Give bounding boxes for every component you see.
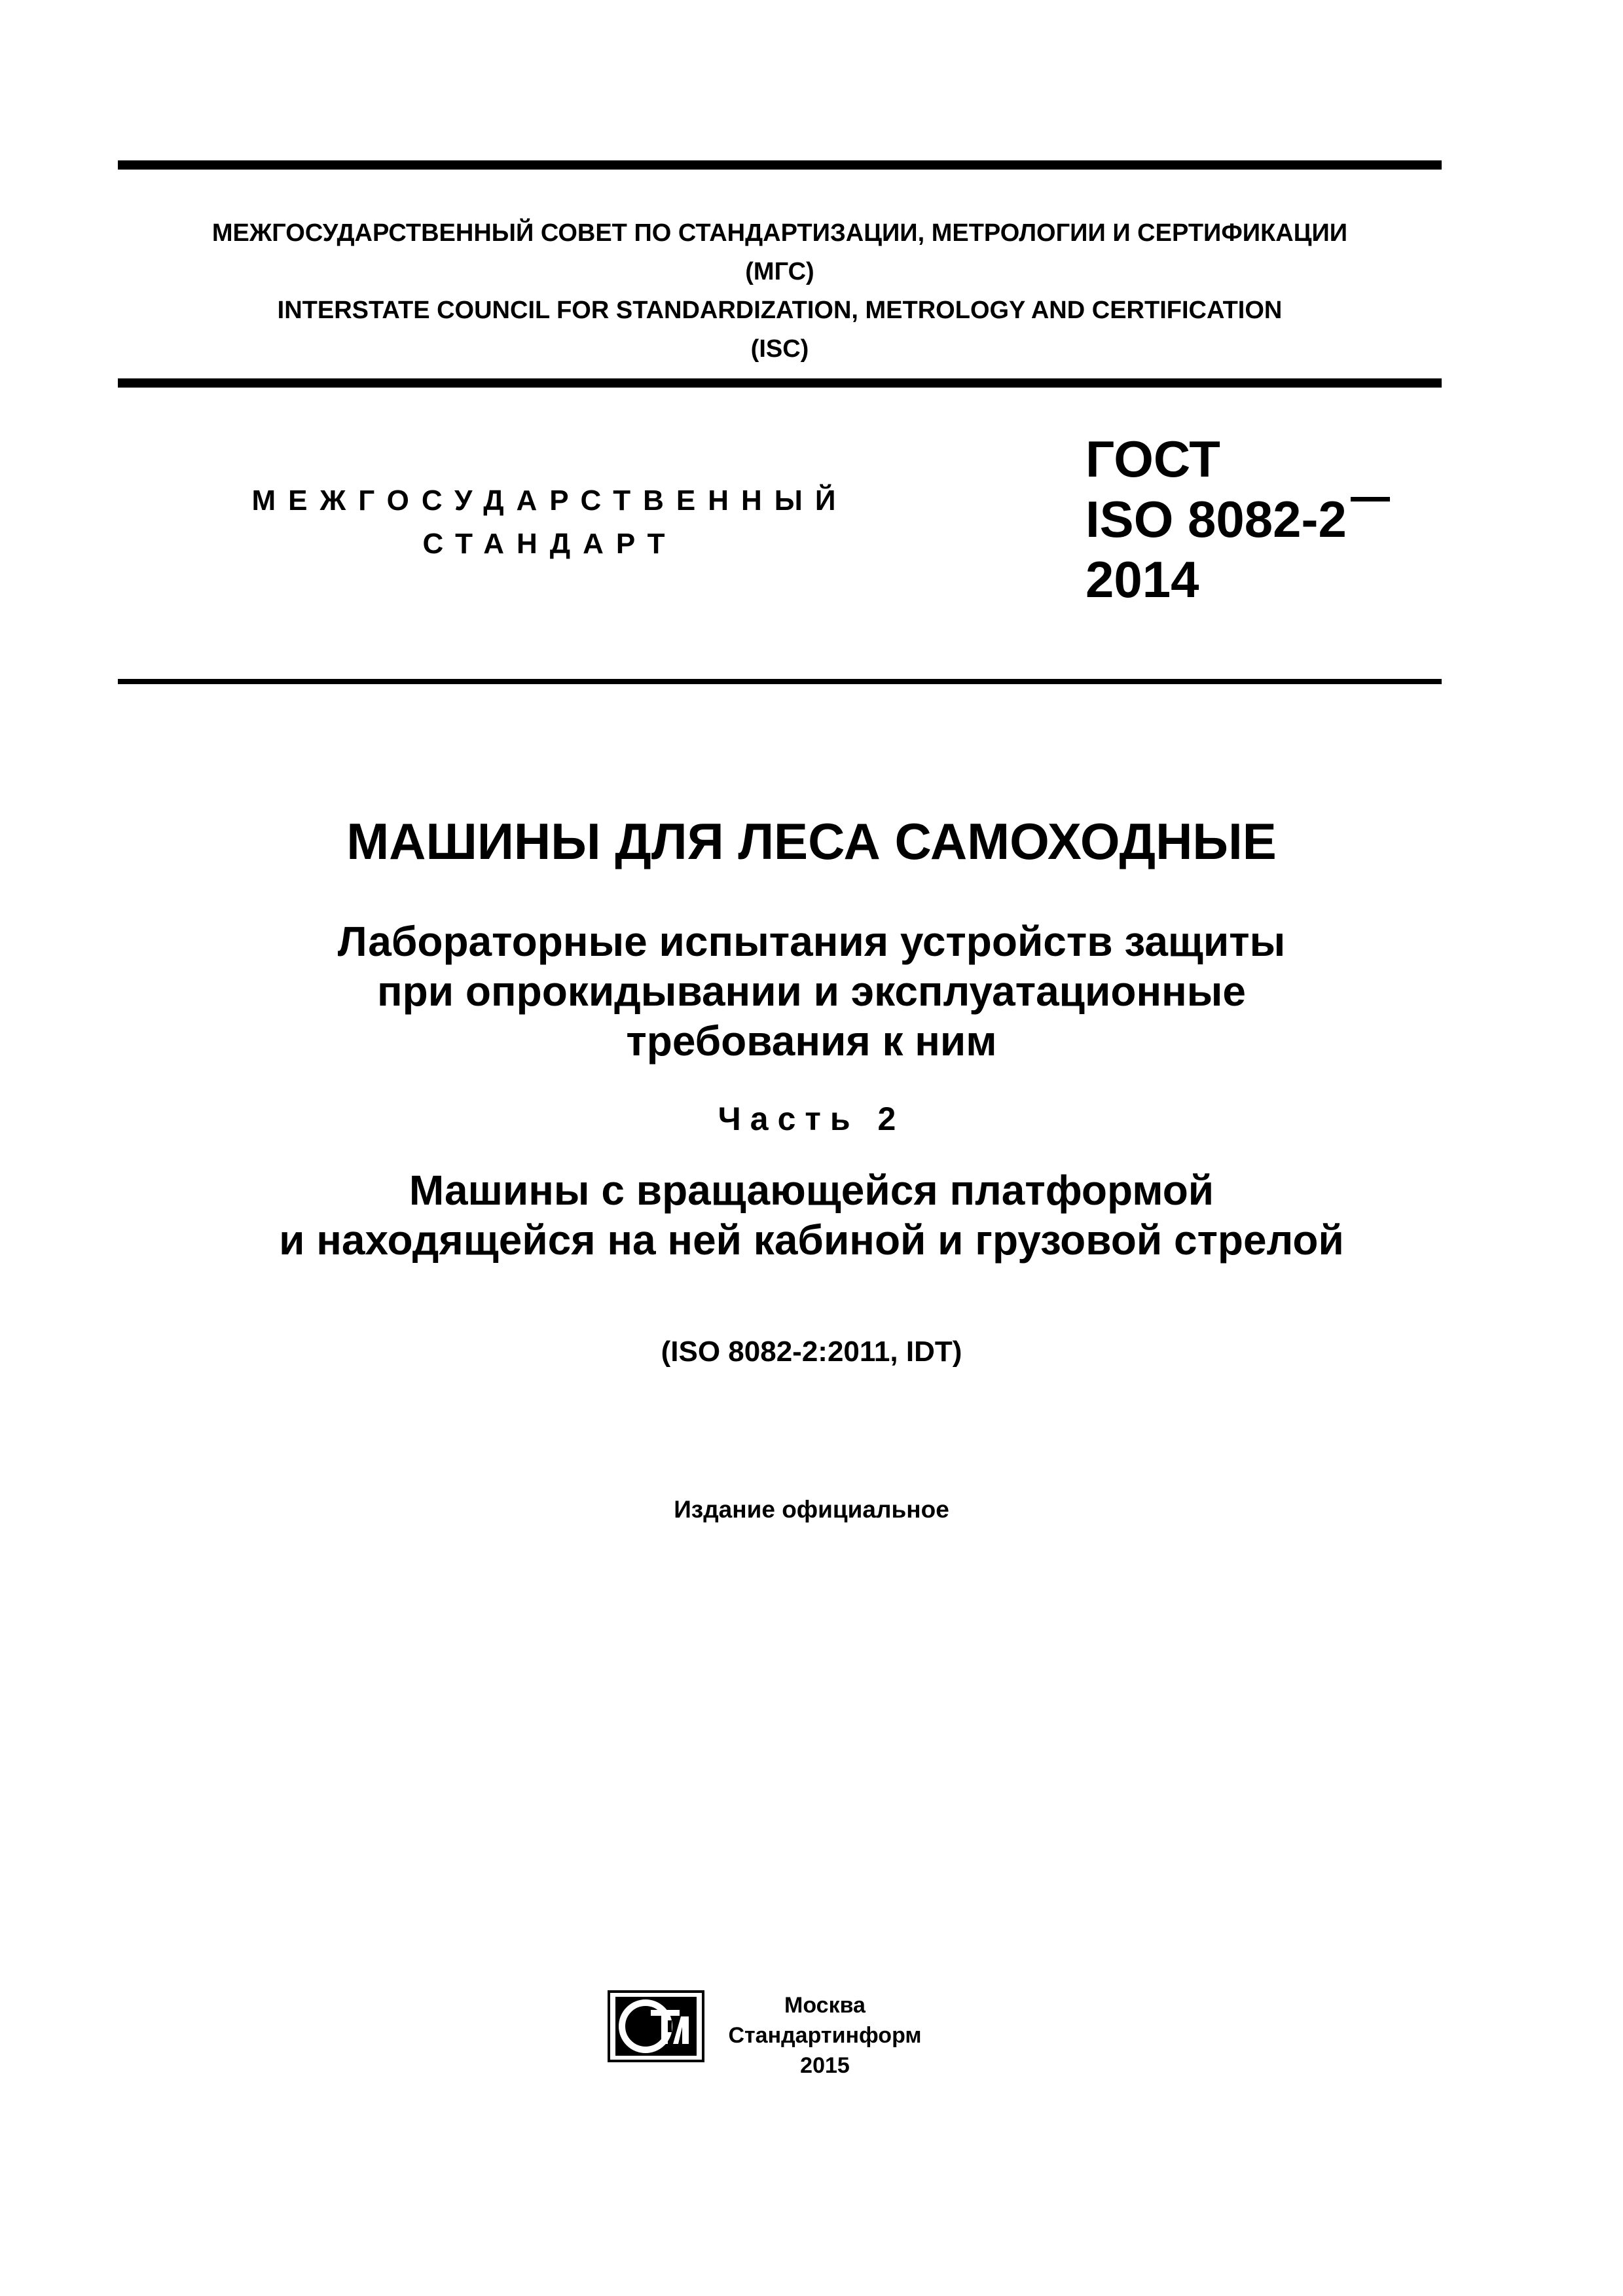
- standard-type-line1: МЕЖГОСУДАРСТВЕННЫЙ: [251, 484, 848, 517]
- standard-type-line2: СТАНДАРТ: [422, 528, 678, 560]
- standard-designation: [1085, 429, 1390, 610]
- subtitle-line2: при опрокидывании и эксплуатационные: [376, 968, 1247, 1015]
- designation-number-row: [1085, 489, 1390, 549]
- middle-rule: [118, 378, 1442, 388]
- designation-number: ISO 8082-2: [1085, 490, 1347, 548]
- subtitle-line1: Лабораторные испытания устройств защиты: [337, 918, 1286, 965]
- designation-year: 2014: [1085, 551, 1199, 608]
- part-title-line1: Машины с вращающейся платформой: [409, 1167, 1214, 1214]
- publisher-name: Стандартинформ: [728, 2023, 922, 2048]
- document-subtitle: [0, 917, 1623, 1066]
- edition-note: Издание официальное: [674, 1496, 949, 1523]
- council-abbr-ru: (МГС): [745, 258, 814, 285]
- standartinform-logo-icon: [608, 1990, 704, 2062]
- part-title: [0, 1165, 1623, 1265]
- top-rule: [118, 160, 1442, 170]
- council-abbr-en: (ISC): [750, 335, 809, 363]
- council-name-ru: МЕЖГОСУДАРСТВЕННЫЙ СОВЕТ ПО СТАНДАРТИЗАЦИИ, МЕТРОЛОГИИ И СЕРТИФИКАЦИИ: [211, 219, 1348, 247]
- subtitle-line3: требования к ним: [626, 1017, 997, 1065]
- designation-dash: [1351, 497, 1390, 501]
- lower-rule: [118, 679, 1442, 684]
- part-title-line2: и находящейся на ней кабиной и грузовой стрелой: [279, 1216, 1344, 1264]
- publisher-city: Москва: [784, 1993, 866, 2018]
- part-label: Часть 2: [718, 1101, 905, 1137]
- publisher-year: 2015: [800, 2053, 850, 2078]
- council-header: [118, 214, 1442, 369]
- document-title: МАШИНЫ ДЛЯ ЛЕСА САМОХОДНЫЕ: [346, 812, 1277, 870]
- council-name-en: INTERSTATE COUNCIL FOR STANDARDIZATION, METROLOGY AND CERTIFICATION: [277, 297, 1283, 324]
- iso-reference: (ISO 8082-2:2011, IDT): [661, 1336, 962, 1368]
- publisher-block: [727, 1990, 923, 2081]
- designation-gost: ГОСТ: [1085, 430, 1220, 488]
